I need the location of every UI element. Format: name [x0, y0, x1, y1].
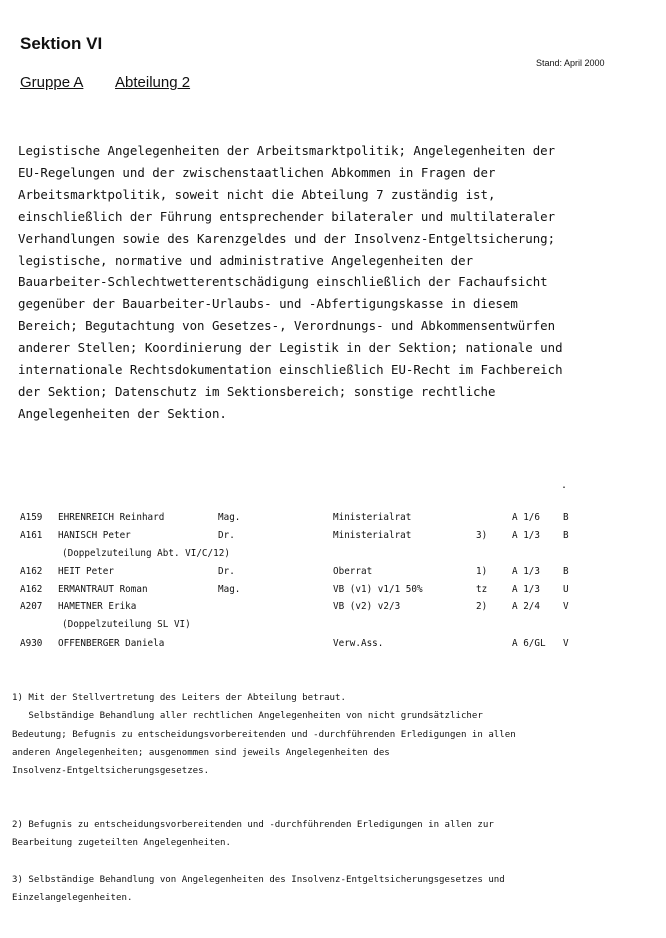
- staff-title: Dr.: [218, 530, 235, 541]
- staff-status: V: [563, 601, 569, 612]
- staff-note: 1): [476, 566, 488, 577]
- gruppe-heading: Gruppe A: [20, 74, 84, 91]
- description-line: einschließlich der Führung entsprechender bilateraler und multilateraler: [18, 208, 556, 224]
- footnote-line: 3) Selbständige Behandlung von Angelegenheiten des Insolvenz-Entgeltsicherungsgesetzes und: [12, 875, 505, 885]
- staff-function: Ministerialrat: [333, 530, 412, 541]
- description-line: Verhandlungen sowie des Karenzgeldes und der Insolvenz-Entgeltsicherung;: [18, 230, 556, 246]
- staff-code: A162: [20, 584, 43, 595]
- table-row: [0, 512, 666, 529]
- staff-title: Dr.: [218, 566, 235, 577]
- footnote-line: Einzelangelegenheiten.: [12, 893, 133, 904]
- stray-dot: .: [561, 480, 568, 491]
- footnote-line: Selbständige Behandlung aller rechtlichen Angelegenheiten von nicht grundsätzlicher: [12, 711, 483, 722]
- description-line: anderer Stellen; Koordinierung der Legistik in der Sektion; nationale und: [18, 340, 563, 356]
- staff-assignment-note: (Doppelzuteilung SL VI): [62, 619, 191, 630]
- staff-grade: A 6/GL: [512, 638, 546, 649]
- staff-status: U: [563, 584, 569, 595]
- staff-assignment-note: (Doppelzuteilung Abt. VI/C/12): [62, 548, 230, 559]
- staff-grade: A 2/4: [512, 601, 540, 612]
- staff-function: Verw.Ass.: [333, 638, 384, 649]
- staff-code: A161: [20, 530, 43, 541]
- staff-function: Ministerialrat: [333, 512, 412, 523]
- staff-code: A930: [20, 638, 43, 649]
- staff-title: Mag.: [218, 584, 241, 595]
- staff-code: A159: [20, 512, 43, 523]
- staff-note: 2): [476, 601, 488, 612]
- staff-note: 3): [476, 530, 488, 541]
- staff-grade: A 1/3: [512, 530, 540, 541]
- description-line: Angelegenheiten der Sektion.: [18, 405, 227, 421]
- staff-function: VB (v1) v1/1 50%: [333, 584, 423, 595]
- description-line: gegenüber der Bauarbeiter-Urlaubs- und -Abfertigungskasse in diesem: [18, 296, 518, 312]
- staff-grade: A 1/3: [512, 584, 540, 595]
- staff-name: OFFENBERGER Daniela: [58, 638, 165, 649]
- description-line: Bereich; Begutachtung von Gesetzes-, Verordnungs- und Abkommensentwürfen: [18, 318, 556, 334]
- description-line: Bauarbeiter-Schlechtwetterentschädigung einschließlich der Fachaufsicht: [18, 274, 548, 290]
- footnote-line: Bedeutung; Befugnis zu entscheidungsvorbereitenden und -durchführenden Erledigungen in allen: [12, 729, 516, 740]
- staff-status: V: [563, 638, 569, 649]
- footnote-line: Insolvenz-Entgeltsicherungsgesetzes.: [12, 766, 210, 777]
- footnote-line: anderen Angelegenheiten; ausgenommen sind jeweils Angelegenheiten des: [12, 747, 390, 758]
- description-line: EU-Regelungen und der zwischenstaatlichen Abkommen in Fragen der: [18, 164, 496, 180]
- staff-grade: A 1/3: [512, 566, 540, 577]
- stand-date: Stand: April 2000: [536, 58, 605, 68]
- description-line: der Sektion; Datenschutz im Sektionsbereich; sonstige rechtliche: [18, 383, 496, 399]
- staff-code: A207: [20, 601, 43, 612]
- staff-note: tz: [476, 584, 488, 595]
- staff-function: Oberrat: [333, 566, 373, 577]
- staff-function: VB (v2) v2/3: [333, 601, 401, 612]
- footnote-line: 1) Mit der Stellvertretung des Leiters der Abteilung betraut.: [12, 693, 346, 703]
- responsibilities-paragraph: [18, 140, 643, 425]
- table-row: [0, 566, 666, 583]
- staff-name: ERMANTRAUT Roman: [58, 584, 148, 595]
- staff-name: HEIT Peter: [58, 566, 114, 577]
- staff-status: B: [563, 530, 569, 541]
- description-line: Arbeitsmarktpolitik, soweit nicht die Abteilung 7 zuständig ist,: [18, 186, 496, 202]
- footnote-1: [12, 689, 652, 780]
- table-row: [0, 530, 666, 547]
- staff-grade: A 1/6: [512, 512, 540, 523]
- staff-status: B: [563, 566, 569, 577]
- staff-code: A162: [20, 566, 43, 577]
- staff-name: HANISCH Peter: [58, 530, 131, 541]
- table-row: [0, 601, 666, 618]
- abteilung-heading: Abteilung 2: [115, 74, 191, 91]
- description-line: Legistische Angelegenheiten der Arbeitsmarktpolitik; Angelegenheiten der: [18, 143, 556, 158]
- description-line: legistische, normative und administrative Angelegenheiten der: [18, 252, 474, 268]
- footnote-line: 2) Befugnis zu entscheidungsvorbereitenden und -durchführenden Erledigungen in allen zur: [12, 820, 494, 830]
- staff-status: B: [563, 512, 569, 523]
- footnote-line: Bearbeitung zugeteilten Angelegenheiten.: [12, 838, 231, 849]
- footnote-2: [12, 816, 652, 853]
- table-row: [0, 638, 666, 655]
- staff-name: HAMETNER Erika: [58, 601, 137, 612]
- section-title: Sektion VI: [20, 34, 103, 53]
- description-line: internationale Rechtsdokumentation einschließlich EU-Recht im Fachbereich: [18, 362, 563, 378]
- footnote-3: [12, 871, 652, 908]
- staff-title: Mag.: [218, 512, 241, 523]
- table-row: [0, 584, 666, 601]
- staff-name: EHRENREICH Reinhard: [58, 512, 165, 523]
